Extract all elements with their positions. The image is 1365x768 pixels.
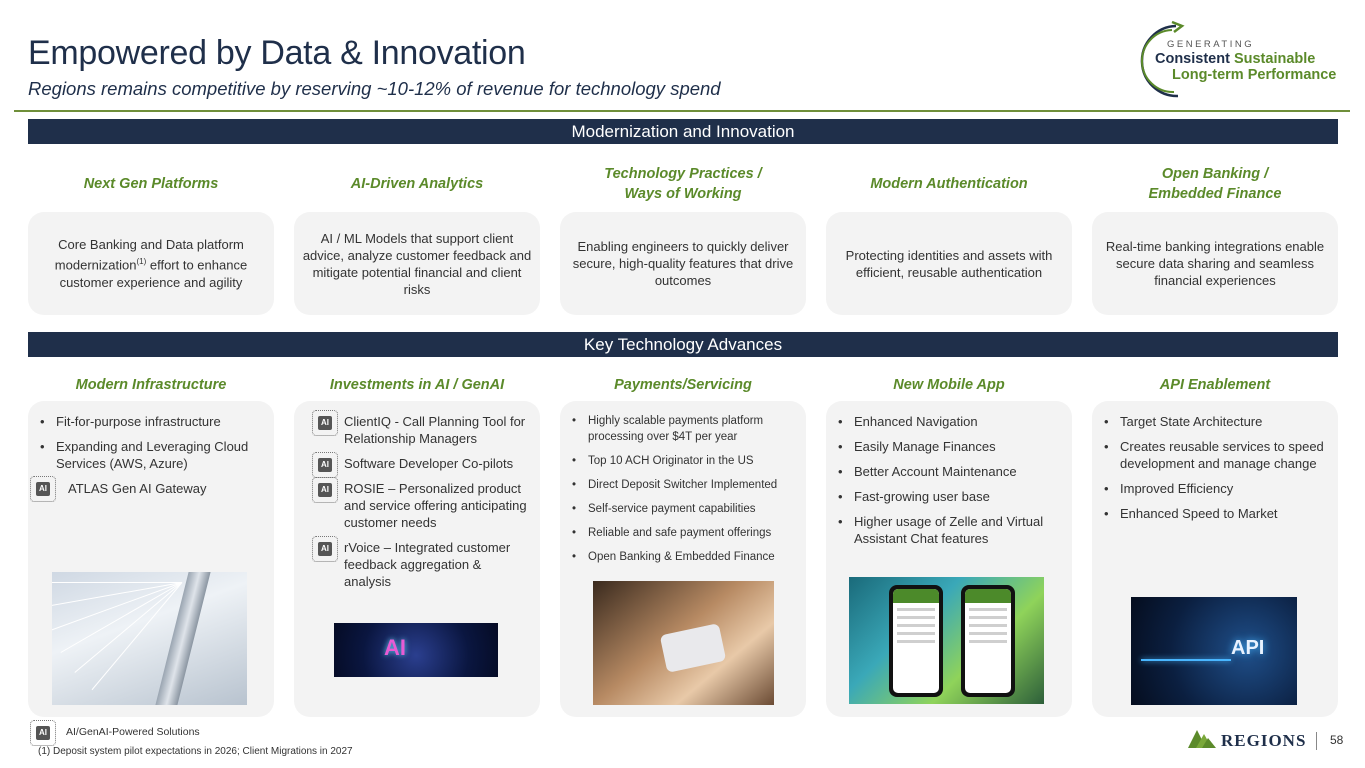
column-title: Technology Practices / Ways of Working — [604, 166, 762, 202]
list-item: • Top 10 ACH Originator in the US — [570, 453, 796, 469]
card-text: Core Banking and Data platform modernization$^{(1)}$ effort to enhance customer experience and agility — [54, 237, 248, 290]
api-graphic — [1131, 597, 1297, 705]
ai-chip-icon: AI — [312, 410, 338, 436]
list-item: • Creates reusable services to speed development and manage change — [1102, 438, 1328, 472]
list-item: AI ROSIE – Personalized product and service offering anticipating customer needs — [304, 480, 530, 531]
list-item: • Better Account Maintenance — [836, 463, 1062, 480]
card-text: AI / ML Models that support client advice, analyze customer feedback and mitigate potential financial and client risks — [302, 230, 532, 297]
column-title: Payments/Servicing — [614, 377, 752, 393]
list-item: • Improved Efficiency — [1102, 480, 1328, 497]
page-title: Empowered by Data & Innovation — [28, 34, 526, 72]
list-item: • Easily Manage Finances — [836, 438, 1062, 455]
header-divider — [14, 110, 1350, 112]
bridge-photo — [52, 572, 247, 705]
list-item: AI ATLAS Gen AI Gateway — [38, 480, 264, 497]
column-title: New Mobile App — [893, 377, 1005, 393]
column-title: AI-Driven Analytics — [350, 176, 484, 192]
page-number: 58 — [1330, 733, 1344, 747]
column-title: Open Banking / Embedded Finance — [1148, 166, 1282, 202]
list-item: • Reliable and safe payment offerings — [570, 525, 796, 541]
top-card — [560, 212, 806, 315]
list-item: • Self-service payment capabilities — [570, 501, 796, 517]
column-title: Modern Authentication — [870, 176, 1028, 192]
list-item: • Expanding and Leveraging Cloud Services (AWS, Azure) — [38, 438, 264, 472]
column-title: Next Gen Platforms — [83, 176, 219, 192]
ai-chip-icon: AI — [312, 477, 338, 503]
list-item: • Fast-growing user base — [836, 488, 1062, 505]
column-title: API Enablement — [1159, 377, 1271, 393]
ai-graphic — [334, 623, 498, 677]
section-band-key-advances: Key Technology Advances — [28, 332, 1338, 357]
ai-graphic-label: AI — [384, 635, 406, 660]
footer-divider — [1316, 732, 1317, 750]
payment-terminal-photo — [593, 581, 774, 705]
list-item: AI rVoice – Integrated customer feedback aggregation & analysis — [304, 539, 530, 590]
ai-chip-icon: AI — [30, 476, 56, 502]
list-item: • Target State Architecture — [1102, 413, 1328, 430]
ai-chip-icon: AI — [312, 536, 338, 562]
section-band-modernization: Modernization and Innovation — [28, 119, 1338, 144]
list-item: • Direct Deposit Switcher Implemented — [570, 477, 796, 493]
legend-text: AI/GenAI-Powered Solutions — [66, 726, 200, 738]
page-subtitle: Regions remains competitive by reserving ~10-12% of revenue for technology spend — [28, 78, 721, 99]
generating-logo — [1132, 20, 1347, 102]
card-text: Enabling engineers to quickly deliver secure, high-quality features that drive outcomes — [572, 239, 794, 288]
list-item: AI Software Developer Co-pilots — [304, 455, 530, 472]
top-card — [826, 212, 1072, 315]
list-item: AI ClientIQ - Call Planning Tool for Relationship Managers — [304, 413, 530, 447]
ai-chip-icon: AI — [30, 720, 56, 746]
card-text: Protecting identities and assets with efficient, reusable authentication — [845, 247, 1053, 280]
top-card — [294, 212, 540, 315]
logo-generating: GENERATING — [1167, 39, 1255, 50]
regions-wordmark: REGIONS — [1221, 731, 1307, 750]
column-title: Modern Infrastructure — [75, 377, 227, 393]
ai-chip-icon: AI — [312, 452, 338, 478]
list-item: • Fit-for-purpose infrastructure — [38, 413, 264, 430]
list-item: • Higher usage of Zelle and Virtual Assistant Chat features — [836, 513, 1062, 547]
list-item: • Highly scalable payments platform processing over $4T per year — [570, 413, 796, 445]
logo-line-1: Consistent Sustainable — [1155, 51, 1316, 67]
list-item: • Enhanced Navigation — [836, 413, 1062, 430]
top-card — [1092, 212, 1338, 315]
column-title: Investments in AI / GenAI — [329, 377, 505, 393]
mobile-app-screens — [849, 577, 1044, 704]
api-graphic-label: API — [1231, 637, 1265, 659]
list-item: • Open Banking & Embedded Finance — [570, 549, 796, 565]
footnote: (1) Deposit system pilot expectations in 2026; Client Migrations in 2027 — [38, 746, 353, 757]
list-item: • Enhanced Speed to Market — [1102, 505, 1328, 522]
top-card — [28, 212, 274, 315]
card-text: Real-time banking integrations enable secure data sharing and seamless financial experiences — [1105, 239, 1325, 288]
regions-triangle-icon — [1188, 728, 1216, 748]
logo-line-2: Long-term Performance — [1172, 67, 1337, 83]
